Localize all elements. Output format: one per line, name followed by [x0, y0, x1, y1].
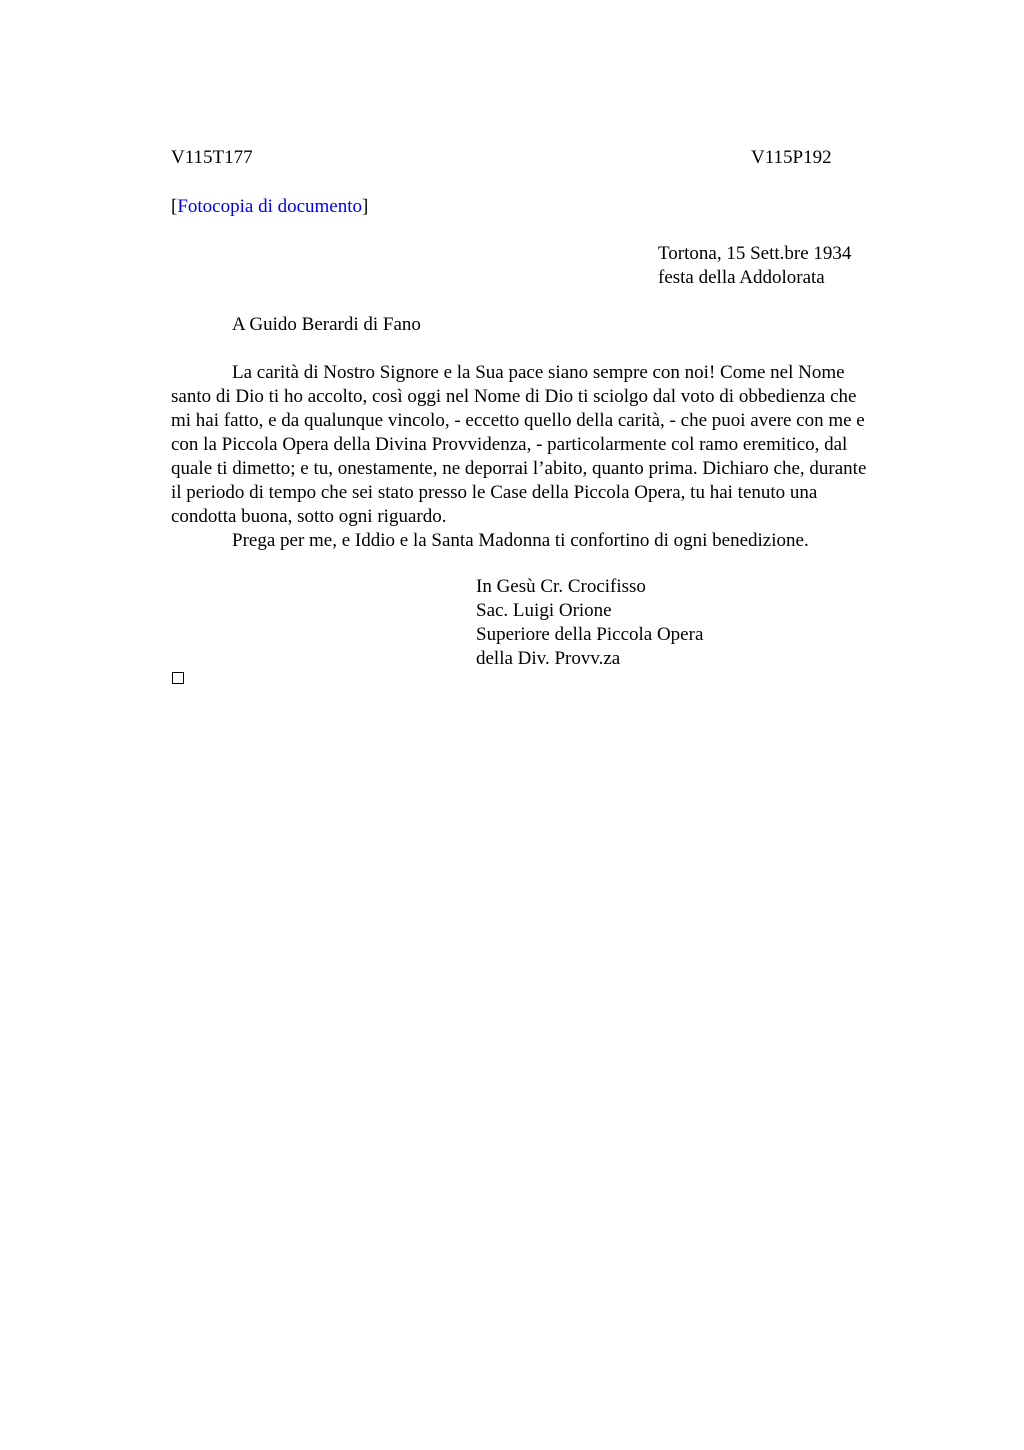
body-line: condotta buona, sotto ogni riguardo. — [171, 506, 447, 527]
dateline-feast: festa della Addolorata — [658, 267, 825, 288]
open-bracket: [ — [171, 196, 178, 217]
document-ref-right: V115P192 — [751, 147, 832, 168]
body-line: santo di Dio ti ho accolto, così oggi nel Nome di Dio ti sciolgo dal voto di obbedienza che — [171, 386, 857, 407]
body-line: quale ti dimetto; e tu, onestamente, ne deporrai l’abito, quanto prima. Dichiaro che, durante — [171, 458, 867, 479]
document-ref-left: V115T177 — [171, 147, 253, 168]
body-line: con la Piccola Opera della Divina Provvidenza, - particolarmente col ramo eremitico, dal — [171, 434, 848, 455]
source-note — [171, 195, 368, 219]
signature-block — [476, 575, 703, 671]
photocopy-link[interactable]: Fotocopia di documento — [177, 196, 363, 217]
body-line: Prega per me, e Iddio e la Santa Madonna ti confortino di ogni benedizione. — [232, 530, 809, 551]
signature-name: Sac. Luigi Orione — [476, 600, 612, 621]
letter-body — [171, 361, 931, 553]
body-line: mi hai fatto, e da qualunque vincolo, - eccetto quello della carità, - che puoi avere con me e — [171, 410, 865, 431]
signature-title: Superiore della Piccola Opera — [476, 624, 704, 645]
signature-salutation: In Gesù Cr. Crocifisso — [476, 576, 646, 597]
body-line: il periodo di tempo che sei stato presso le Case della Piccola Opera, tu hai tenuto una — [171, 482, 818, 503]
recipient: A Guido Berardi di Fano — [232, 314, 421, 335]
dateline-place-date: Tortona, 15 Sett.bre 1934 — [658, 243, 852, 264]
body-line: La carità di Nostro Signore e la Sua pace siano sempre con noi! Come nel Nome — [232, 362, 845, 383]
signature-title-cont: della Div. Provv.za — [476, 648, 621, 669]
end-of-document-box-icon — [172, 672, 184, 684]
close-bracket: ] — [362, 196, 369, 217]
dateline — [658, 242, 851, 290]
